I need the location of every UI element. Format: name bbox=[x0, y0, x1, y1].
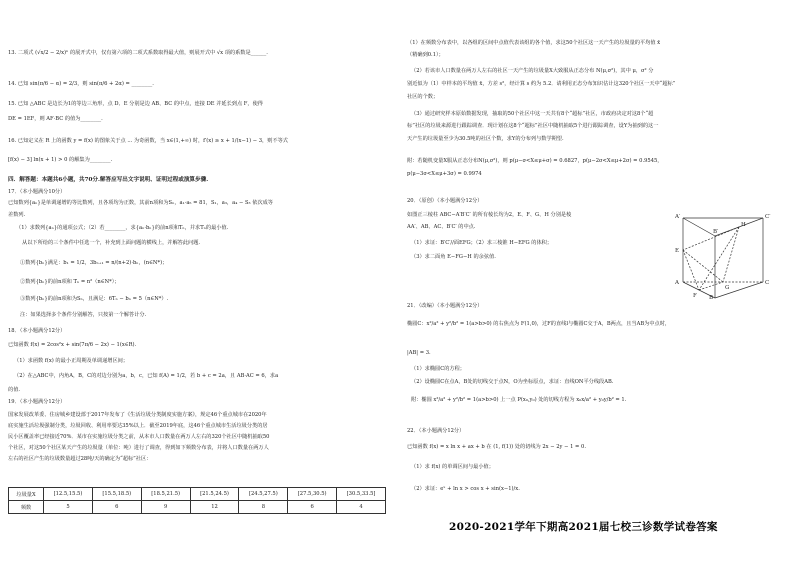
question-21-line4: （2）设椭圆C在点A，B处的切线交于点N，O为坐标原点，求证：直线ON平分线段AB. bbox=[411, 379, 614, 385]
table-header-cell: [18.5,21.5) bbox=[141, 488, 190, 501]
question-19-appendix-line2: p(μ−3σ<X≤μ+3σ) = 0.9974 bbox=[407, 171, 482, 177]
table-cell: 5 bbox=[44, 501, 93, 514]
question-18-line1: 已知函数 f(x) = 2cos²x + sin(7π/6 − 2x) − 1(x∈R). bbox=[8, 342, 137, 348]
question-20-heading: 20．（原创）（本小题满分12分） bbox=[407, 198, 483, 204]
question-19-line1: 国家发展改革委、住房城乡建设部于2017年发布了《生活垃圾分类制度实施方案》，规定46个重点城市在2020年 bbox=[8, 412, 267, 418]
section-4-heading: 四．解答题：本题共6小题，共70分.解答应写出文字说明、证明过程或演算步骤. bbox=[8, 177, 209, 183]
label-f: F bbox=[693, 293, 697, 299]
question-20-line4: （3）求二面角 E−FG−H 的余弦值. bbox=[411, 254, 496, 260]
question-22-heading: 22．（本小题满分12分） bbox=[407, 428, 465, 434]
segment-f-g bbox=[699, 282, 723, 290]
prism-figure bbox=[669, 200, 787, 300]
question-19-appendix-line1: 附：若随机变量X服从正态分布N(μ,σ²)，则 p(μ−σ<X≤μ+σ) = 0.6827，p(μ−2σ<X≤μ+2σ) = 0.9545， bbox=[407, 158, 663, 164]
question-19-line4: 个社区，对这50个社区某天产生的垃圾量（单位：吨）进行了调查，得到如下频数分布表，并将人口数量在两万人 bbox=[8, 445, 269, 451]
table-cell: 6 bbox=[92, 501, 141, 514]
label-e: E bbox=[675, 248, 680, 254]
segment-e-f bbox=[683, 250, 699, 290]
question-14: 14. 已知 sin(π/6 − α) = 2/3，则 sin(π/6 + 2α) = ________. bbox=[8, 81, 154, 87]
question-19-line3: 民小区覆盖率已经接近70%．某市在实施垃圾分类之前，从本市人口数量在两万人左右的320个社区中随机抽取50 bbox=[8, 434, 270, 440]
segment-h-g bbox=[723, 227, 739, 282]
question-19-part2-line3: 社区的个数； bbox=[407, 94, 439, 100]
question-20-line2: AA′、AB、AC、B′C′ 的中点. bbox=[407, 224, 476, 230]
segment-h-f bbox=[699, 227, 739, 290]
table-header-cell: [21.5,24.5) bbox=[190, 488, 239, 501]
question-17-line2: 差数列. bbox=[8, 212, 26, 218]
question-18-line3: （2）在△ABC中，内角A，B，C的对边分别为a，b，c，已知 f(A) = 1/2，若 b + c = 2a，且 AB·AC = 6，求a bbox=[14, 373, 279, 379]
label-c-prime: C′ bbox=[765, 214, 771, 220]
question-15-line1: 15. 已知 △ABC 是边长为1的等边三角形，点 D、E 分别是边 AB、BC 的中点，连接 DE 并延长到点 F，使得 bbox=[8, 101, 263, 107]
label-b: B bbox=[709, 295, 714, 300]
question-16-line2: [f(x) − 3] ln(x + 1) > 0 的解集为________. bbox=[8, 157, 113, 163]
question-21-line2: |AB| = 3. bbox=[407, 350, 431, 356]
question-18-line2: （1）求函数 f(x) 的最小正周期及单调递增区间； bbox=[14, 358, 129, 364]
question-19-part3-line1: （3）通过研究样本原始数据发现，抽取的50个社区中这一天共有8个“超标”社区，市政府决定对这8个“超 bbox=[411, 111, 654, 117]
table-header-cell: [12.5,15.5) bbox=[44, 488, 93, 501]
question-19-part1-line1: （1）在频数分布表中，以各组的区间中点值代表该组的各个值，求这50个社区这一天产生的垃圾量的平均值 x̄ bbox=[407, 40, 661, 46]
label-h: H bbox=[741, 222, 746, 228]
question-22-line1: 已知函数 f(x) = x ln x + ax + b 在 (1, f(1)) 处的切线为 2x − 2y − 1 = 0. bbox=[407, 444, 586, 450]
question-19-part2-line1: （2）若该市人口数量在两万人左右的社区一天产生的垃圾量X大致服从正态分布 N(μ,σ²)，其中 μ，σ² 分 bbox=[411, 68, 654, 74]
question-20-line1: 如图正三棱柱 ABC−A′B′C′ 的所有棱长均为2，E、F、G、H 分别是棱 bbox=[407, 212, 572, 218]
table-cell: 12 bbox=[190, 501, 239, 514]
table-cell: 频数 bbox=[9, 501, 44, 514]
table-cell: 4 bbox=[337, 501, 386, 514]
question-21-heading: 21．（改编）（本小题满分12分） bbox=[407, 303, 483, 309]
question-18-heading: 18．（本小题满分12分） bbox=[8, 328, 66, 334]
frequency-table bbox=[8, 487, 386, 514]
question-22-line2: （1）求 f(x) 的单调区间与最小值； bbox=[411, 464, 494, 470]
label-g: G bbox=[725, 285, 730, 291]
table-header-cell: 垃圾量X bbox=[9, 488, 44, 501]
question-19-part3-line2: 标”社区的垃圾来源进行跟踪调查．现计划在这8个“超标”社区中随机抽取5个进行跟踪调查，设Y为抽到的这一 bbox=[407, 123, 659, 129]
question-17-note: 注：如果选择多个条件分别解答，只按第一个解答计分. bbox=[20, 312, 147, 318]
question-17-option3: ③数列{bₙ}的前n项和为Sₙ，且满足：6Tₙ − bₙ = 5（n∈N*）. bbox=[20, 296, 169, 302]
question-19-part3-line3: 天产生的垃圾量至少为30.5吨的社区个数，求Y的分布列与数学期望. bbox=[407, 136, 564, 142]
question-19-part2-line2: 别近似为（1）中样本的平均值 x̄，方差 s²，经计算 s 约为 5.2．请利用正态分布知识估计这320个社区一天中“超标” bbox=[407, 81, 676, 87]
table-row bbox=[9, 501, 386, 514]
edge-a1-b1 bbox=[683, 218, 715, 236]
segment-e-g bbox=[683, 250, 723, 282]
table-cell: 8 bbox=[239, 501, 288, 514]
answer-sheet-title: 2020-2021学年下期高2021届七校三诊数学试卷答案 bbox=[449, 521, 718, 533]
question-13: 13. 二项式 (√x/2 − 2/x)ⁿ 的展开式中，仅有第六项的二项式系数取得最大值，则展开式中 √x 项的系数是______. bbox=[8, 50, 268, 56]
edge-b-c bbox=[715, 282, 763, 298]
table-header-cell: [30.5,33.5] bbox=[337, 488, 386, 501]
table-header-cell: [24.5,27.5) bbox=[239, 488, 288, 501]
table-cell: 6 bbox=[288, 501, 337, 514]
question-21-appendix: 附：椭圆 x²/a² + y²/b² = 1(a>b>0) 上一点 P(x₀,y₀) 处的切线方程为 x₀x/a² + y₀y/b² = 1. bbox=[411, 397, 627, 403]
table-header-cell: [27.5,30.5) bbox=[288, 488, 337, 501]
table-cell: 9 bbox=[141, 501, 190, 514]
question-19-part1-line2: （精确到0.1）； bbox=[407, 52, 444, 58]
question-19-line2: 底实施生活垃圾强制分类，垃圾回收、利用率要达35%以上．截至2019年底，这46个重点城市生活垃圾分类的居 bbox=[8, 423, 268, 429]
right-column bbox=[397, 0, 794, 561]
question-21-line3: （1）求椭圆C的方程； bbox=[411, 366, 465, 372]
label-a-prime: A′ bbox=[675, 214, 681, 220]
question-17-line3: （1）求数列{aₙ}的通项公式；（2）若________，求{aₙ·bₙ}的前n项和Tₙ，并求Tₙ的最小值. bbox=[16, 225, 229, 231]
label-c: C bbox=[765, 280, 770, 286]
question-22-line3: （2）求证：eˣ + ln x > cos x + sin(x−1)/x. bbox=[411, 486, 520, 492]
question-17-heading: 17．（本小题满分10分） bbox=[8, 189, 66, 195]
label-a: A bbox=[675, 280, 679, 286]
question-17-option1: ①数列{bₙ}满足：b₁ = 1/2，3bₙ₊₁ = n/(n+2)·bₙ，(n∈N*)； bbox=[20, 260, 168, 266]
question-18-line4: 的值. bbox=[8, 387, 21, 393]
question-17-line4: 从以下所给的三个条件中任选一个，补充到上面问题的横线上，并解答此问题. bbox=[22, 240, 201, 246]
question-17-option2: ②数列{bₙ}的前n项和 Tₙ = n²（n∈N*）； bbox=[20, 279, 120, 285]
question-15-line2: DE = 1EF，则 AF·BC 的值为________. bbox=[8, 116, 103, 122]
question-21-line1: 椭圆C：x²/a² + y²/b² = 1(a>b>0) 的右焦点为 F(1,0)，过F的直线l与椭圆C交于A，B两点，且当AB为中点时， bbox=[407, 321, 671, 327]
label-b-prime: B′ bbox=[713, 229, 719, 235]
question-16-line1: 16. 已知定义在 R 上的函数 y = f(x) 的图象关于点 ... 为奇函数，当 x∈(1,+∞) 时，f′(x) ≥ x + 1/(x−1) − 3，则不等式 bbox=[8, 138, 288, 144]
question-20-line3: （1）求证：B′C′//面EFG；（2）求三棱锥 H−EFG 的体积； bbox=[411, 240, 553, 246]
question-19-heading: 19．（本小题满分12分） bbox=[8, 399, 66, 405]
table-header-row bbox=[9, 488, 386, 501]
table-header-cell: [15.5,18.5) bbox=[92, 488, 141, 501]
question-17-line1: 已知数列{aₙ}是单调递增的等比数列，且各项均为正数，其前n项和为Sₙ，a₁·a₅ = 81，S₁，a₃，a₄ − S₃ 依次成等 bbox=[8, 200, 273, 206]
question-19-line5: 左右的社区产生的垃圾数量超过28吨/天的确定为“超标”社区： bbox=[8, 456, 152, 462]
